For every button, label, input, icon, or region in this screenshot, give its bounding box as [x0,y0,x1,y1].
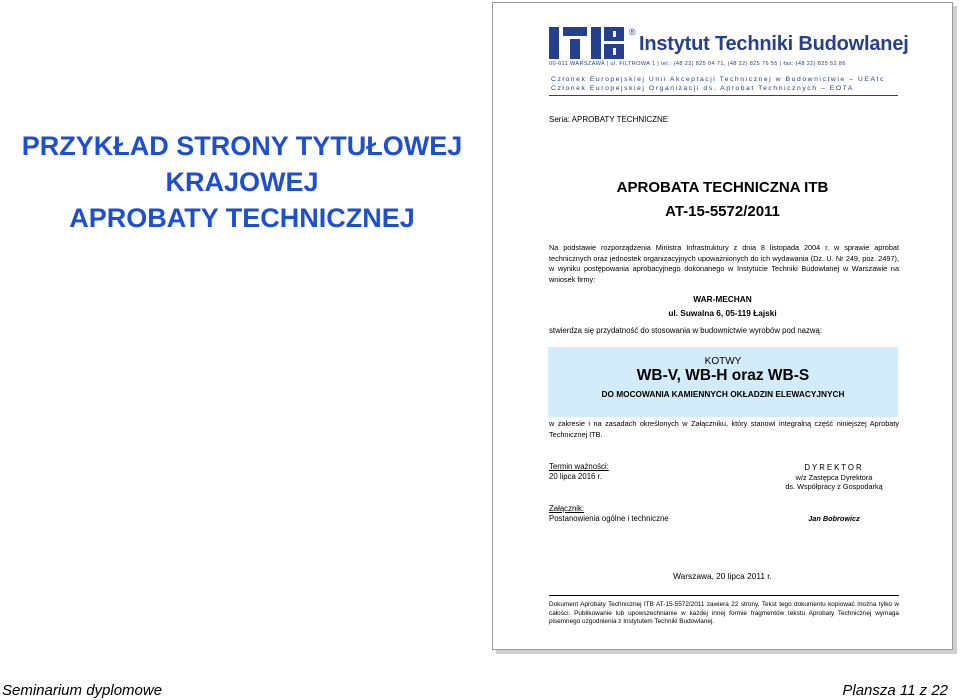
registered-mark: ® [629,27,636,37]
membership-line-1: Członek Europejskiej Unii Akceptacji Technicznej w Budownictwie – UEAtc [551,76,885,83]
membership-line-2: Członek Europejskiej Organizacji ds. Aprobat Technicznych – EOTA [551,85,854,92]
place-date: Warszawa, 20 lipca 2011 r. [673,571,772,581]
header-divider [549,95,898,96]
approval-title: APROBATA TECHNICZNA ITB [616,179,829,196]
institute-address: 00-611 WARSZAWA | ul. FILTROWA 1 | tel.: (48 22) 825 04 71, (48 22) 825 76 55 | fax: (48 22) 825 52 86 [549,61,846,67]
slide-title-line-2: KRAJOWEJ [165,167,319,197]
product-purpose: DO MOCOWANIA KAMIENNYCH OKŁADZIN ELEWACYJNYCH [601,389,845,399]
scope-paragraph: w zakresie i na zasadach określonych w Załączniku, który stanowi integralną część niniejszej Aprobaty Technicznej ITB. [549,419,899,439]
slide-title-line-1: PRZYKŁAD STRONY TYTUŁOWEJ [21,131,463,161]
footer-page-counter: Plansza 11 z 22 [842,682,948,699]
approval-number: AT-15-5572/2011 [665,203,780,220]
signatory-name: Jan Bobrowicz [808,514,860,523]
footer-seminar-label: Seminarium dyplomowe [2,682,163,699]
slide-title [12,128,472,236]
footnote-divider [549,595,899,596]
validity-value: 20 lipca 2016 r. [549,472,602,481]
institute-name: Instytut Techniki Budowlanej [639,33,909,55]
firm-name: WAR-MECHAN [693,294,752,304]
footnote-paragraph: Dokument Aprobaty Technicznej ITB AT-15-5572/2011 zawiera 22 strony. Tekst tego dokumentu kopiować można tylko w całości. Publikowanie lub upowszechnianie w każdej innej formie fragmentów tekstu Aprobaty Technicznej wymaga pisemnego uzgodnienia z Instytutem Techniki Budowlanej. [549,601,899,626]
product-name: WB-V, WB-H oraz WB-S [636,367,810,384]
attestation-text: stwierdza się przydatność do stosowania w budownictwie wyrobów pod nazwą: [549,326,823,335]
attachment-label: Załącznik: [549,504,585,513]
itb-logo [549,27,629,59]
director-department: ds. Współpracy z Gospodarką [785,482,883,491]
document-page [492,2,953,650]
product-category: KOTWY [704,356,742,367]
director-deputy: w/z Zastępca Dyrektora [795,473,873,482]
director-title: DYREKTOR [804,463,864,472]
slide-title-line-3: APROBATY TECHNICZNEJ [69,203,415,233]
legal-basis-paragraph: Na podstawie rozporządzenia Ministra Infrastruktury z dnia 8 listopada 2004 r. w sprawie aprobat technicznych oraz jednostek organizacyjnych upoważnionych do ich wydawania (Dz. U. Nr 249, poz. 2497), w wyniku postępowania aprobacyjnego dokonanego w Instytucie Techniki Budowlanej w Warszawie na wniosek firmy: [549,243,899,284]
validity-label: Termin ważności: [549,462,609,471]
product-box [548,347,898,417]
attachment-value: Postanowienia ogólne i techniczne [549,514,669,523]
series-label: Seria: APROBATY TECHNICZNE [549,115,669,124]
firm-address: ul. Suwalna 6, 05-119 Łajski [668,308,777,318]
